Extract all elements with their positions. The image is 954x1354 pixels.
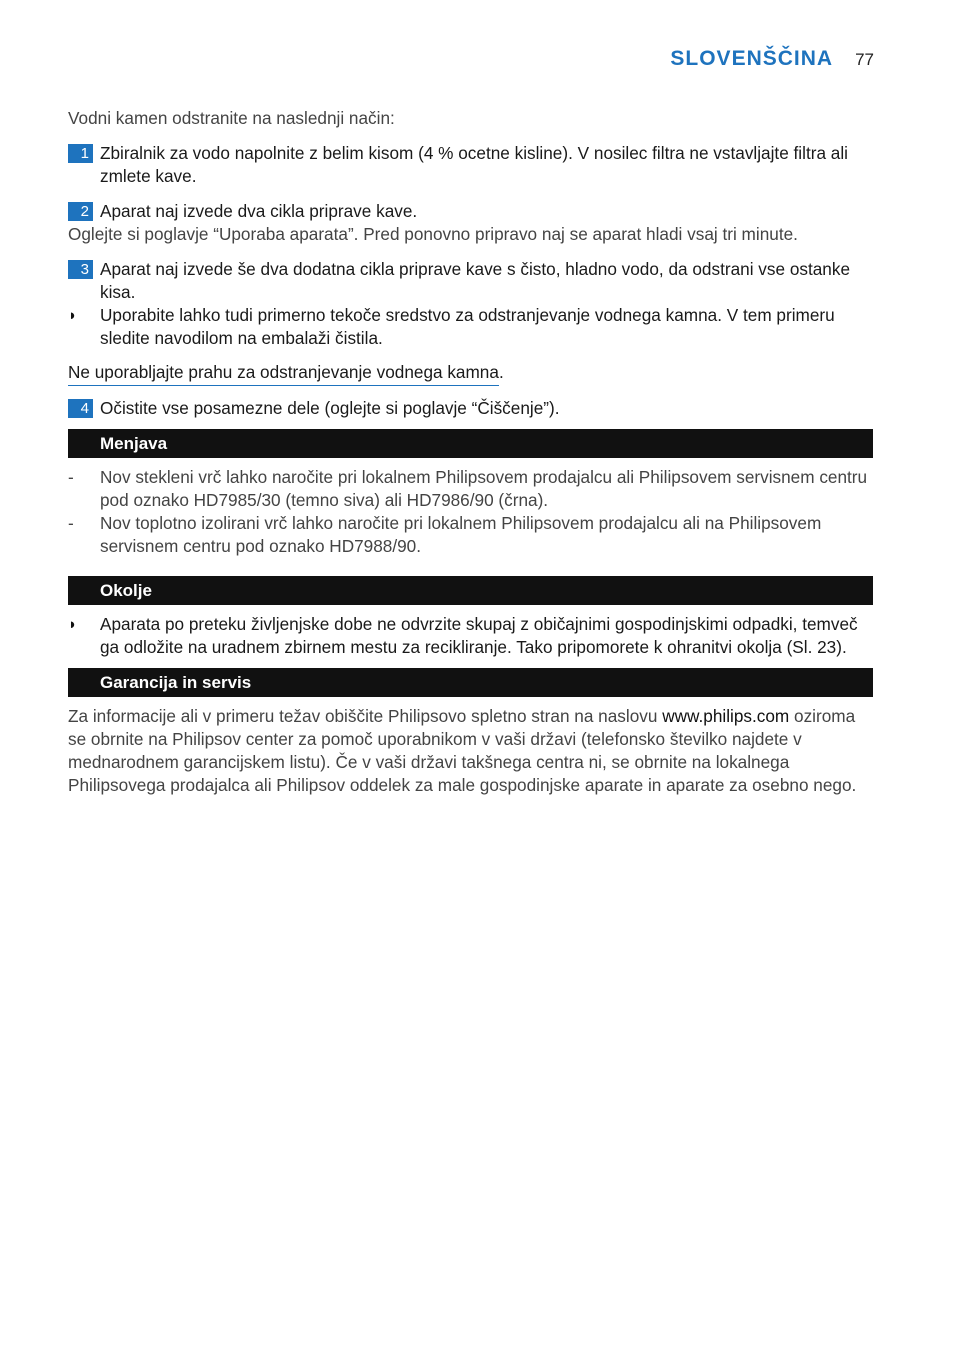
section-heading-okolje: Okolje: [68, 576, 873, 605]
garancija-paragraph: [68, 705, 873, 797]
warning-text: Ne uporabljajte prahu za odstranjevanje vodnega kamna: [68, 361, 499, 386]
section-heading-garancija: Garancija in servis: [68, 668, 873, 697]
step-text: Aparat naj izvede dva cikla priprave kave.: [100, 201, 418, 221]
philips-link[interactable]: www.philips.com: [662, 706, 790, 726]
page-content: [68, 107, 873, 797]
tip-bullet: [68, 304, 873, 350]
step-text: Aparat naj izvede še dva dodatna cikla priprave kave s čisto, hladno vodo, da odstrani vse ostanke kisa.: [100, 259, 851, 302]
warning-end: .: [498, 362, 504, 382]
bullet-text: Aparata po preteku življenjske dobe ne odvrzite skupaj z običajnimi gospodinjskimi odpadki, temveč ga odložite na uradnem zbirnem mestu za recikliranje. Tako pripomorete k ohranitvi okolja (Sl. 23).: [100, 614, 858, 657]
bullet-text: Uporabite lahko tudi primerno tekoče sredstvo za odstranjevanje vodnega kamna. V tem primeru sledite navodilom na embalaži čistila.: [100, 305, 835, 348]
step-2: [68, 200, 873, 223]
item-text: Nov stekleni vrč lahko naročite pri lokalnem Philipsovem prodajalcu ali Philipsovem servisnem centru pod oznako HD7985/30 (temno siva) ali HD7986/90 (črna).: [100, 467, 868, 510]
bullet-icon: ◗: [68, 307, 78, 324]
dash-icon: -: [68, 513, 74, 533]
step-3: [68, 258, 873, 304]
page-header: [670, 47, 874, 71]
okolje-bullet: [68, 613, 873, 659]
step-text: Zbiralnik za vodo napolnite z belim kisom (4 % ocetne kisline). V nosilec filtra ne vstavljajte filtra ali zmlete kave.: [100, 143, 848, 186]
menjava-item-1: [68, 466, 873, 512]
bullet-icon: ◗: [68, 616, 78, 633]
page-number: 77: [855, 50, 874, 69]
descale-intro: Vodni kamen odstranite na naslednji način:: [68, 108, 395, 128]
dash-icon: -: [68, 467, 74, 487]
step-number: 2: [68, 202, 93, 221]
garancija-text-after: oziroma se obrnite na Philipsov center za pomoč uporabnikom v vaši državi (telefonsko številko najdete v mednarodnem garancijskem listu). Če v vaši državi takšnega centra ni, se obrnite na lokalnega Philipsovega prodajalca ali Philipsov oddelek za male gospodinjske aparate in aparate za osebno nego.: [68, 706, 857, 795]
language-title: SLOVENŠČINA: [670, 47, 834, 70]
step-4: [68, 397, 873, 420]
step-number: 4: [68, 399, 93, 418]
step-number: 1: [68, 144, 93, 163]
item-text: Nov toplotno izolirani vrč lahko naročite pri lokalnem Philipsovem prodajalcu ali na Philipsovem servisnem centru pod oznako HD7988/90.: [100, 513, 822, 556]
step-2-note: Oglejte si poglavje “Uporaba aparata”. Pred ponovno pripravo naj se aparat hladi vsaj tri minute.: [68, 224, 798, 244]
garancija-text-before: Za informacije ali v primeru težav obiščite Philipsovo spletno stran na naslovu: [68, 706, 663, 726]
step-1: [68, 142, 873, 188]
section-heading-menjava: Menjava: [68, 429, 873, 458]
warning-line: [68, 361, 873, 386]
step-text: Očistite vse posamezne dele (oglejte si poglavje “Čiščenje”).: [100, 398, 560, 418]
menjava-item-2: [68, 512, 873, 558]
step-number: 3: [68, 260, 93, 279]
